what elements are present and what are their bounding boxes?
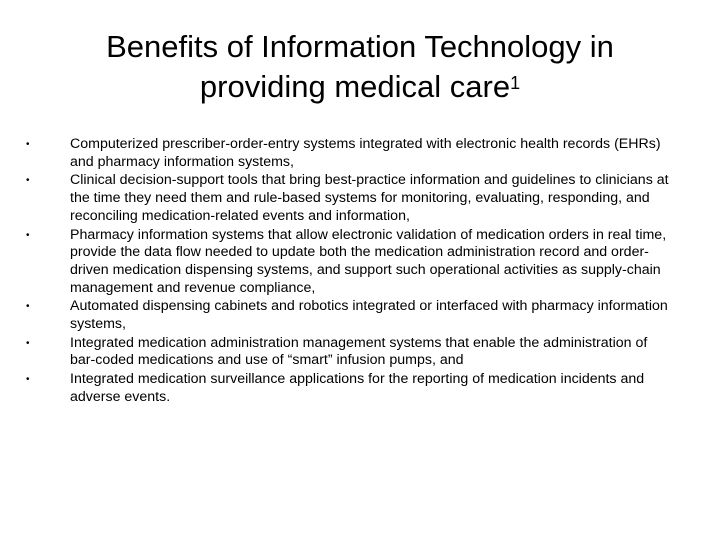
bullet-list: [26, 136, 676, 408]
bullet-marker: •: [26, 301, 30, 313]
bullet-text: Automated dispensing cabinets and robotics integrated or interfaced with pharmacy information systems,: [70, 298, 668, 333]
bullet-item: [26, 227, 676, 298]
bullet-item: [26, 172, 676, 225]
bullet-item: [26, 136, 676, 171]
bullet-marker: •: [26, 374, 30, 386]
bullet-marker: •: [26, 337, 30, 349]
title-footnote-marker: 1: [510, 73, 521, 93]
slide-title: [40, 27, 680, 107]
bullet-text: Integrated medication administration management systems that enable the administration of bar-coded medications and use of “smart” infusion pumps, and: [70, 334, 648, 369]
bullet-text: Computerized prescriber-order-entry systems integrated with electronic health records (EHRs) and pharmacy information systems,: [70, 136, 661, 170]
slide-title-text: Benefits of Information Technology in providing medical care: [106, 29, 614, 104]
bullet-marker: •: [26, 229, 30, 241]
bullet-item: [26, 298, 676, 333]
bullet-marker: •: [26, 175, 30, 187]
bullet-text: Clinical decision-support tools that bring best-practice information and guidelines to clinicians at the time they need them and rule-based systems for monitoring, evaluating, responding, and reconciling medication-related events and information,: [70, 172, 669, 224]
bullet-item: [26, 335, 676, 370]
bullet-text: Pharmacy information systems that allow electronic validation of medication orders in real time, provide the data flow needed to update both the medication administration record and order-driven medication dispensing systems, and support such operational activities as supply-chain management and revenue compliance,: [70, 226, 667, 296]
bullet-item: [26, 371, 676, 406]
bullet-text: Integrated medication surveillance applications for the reporting of medication incidents and adverse events.: [70, 371, 645, 405]
bullet-marker: •: [26, 139, 30, 150]
